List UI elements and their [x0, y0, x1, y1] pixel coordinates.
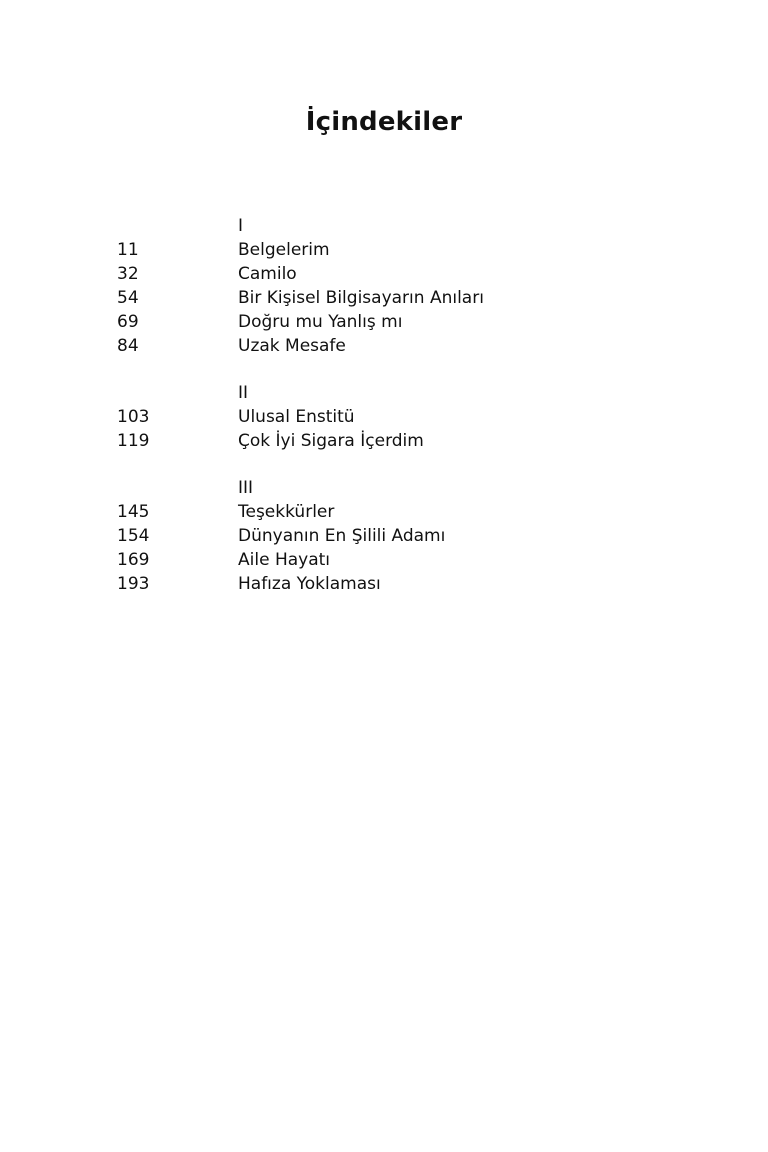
toc-entry-title: Doğru mu Yanlış mı	[238, 312, 403, 332]
toc-page-number: 154	[117, 526, 150, 546]
section-heading: II	[238, 383, 249, 403]
toc-page-number: 169	[117, 550, 150, 570]
section-heading-row	[117, 381, 677, 405]
toc-page-number: 119	[117, 431, 150, 451]
toc-entry	[117, 405, 677, 429]
toc-page-number: 145	[117, 502, 150, 522]
toc-entry	[117, 334, 677, 358]
toc-entry-title: Teşekkürler	[238, 502, 335, 522]
toc-page-number: 54	[117, 288, 139, 308]
toc-page-number: 193	[117, 574, 150, 594]
toc-entry	[117, 310, 677, 334]
toc-entry-title: Dünyanın En Şilili Adamı	[238, 526, 446, 546]
toc-entry-title: Bir Kişisel Bilgisayarın Anıları	[238, 288, 484, 308]
table-of-contents	[117, 214, 677, 619]
toc-entry-title: Hafıza Yoklaması	[238, 574, 381, 594]
section-heading-row	[117, 476, 677, 500]
toc-entry-title: Belgelerim	[238, 240, 330, 260]
section-heading: III	[238, 478, 254, 498]
toc-entry	[117, 572, 677, 596]
toc-entry	[117, 262, 677, 286]
toc-section	[117, 381, 677, 453]
toc-page-number: 84	[117, 336, 139, 356]
toc-entry	[117, 500, 677, 524]
toc-entry	[117, 238, 677, 262]
toc-entry	[117, 548, 677, 572]
toc-page-number: 69	[117, 312, 139, 332]
toc-entry	[117, 286, 677, 310]
section-heading-row	[117, 214, 677, 238]
page-title: İçindekiler	[305, 107, 463, 137]
toc-entry-title: Ulusal Enstitü	[238, 407, 355, 427]
toc-entry	[117, 429, 677, 453]
toc-page-number: 103	[117, 407, 150, 427]
toc-page-number: 32	[117, 264, 139, 284]
toc-section	[117, 214, 677, 358]
section-heading: I	[238, 216, 244, 236]
toc-entry-title: Çok İyi Sigara İçerdim	[238, 431, 424, 451]
toc-entry-title: Camilo	[238, 264, 297, 284]
toc-page-number: 11	[117, 240, 139, 260]
toc-section	[117, 476, 677, 596]
toc-entry-title: Aile Hayatı	[238, 550, 331, 570]
toc-entry	[117, 524, 677, 548]
toc-entry-title: Uzak Mesafe	[238, 336, 346, 356]
